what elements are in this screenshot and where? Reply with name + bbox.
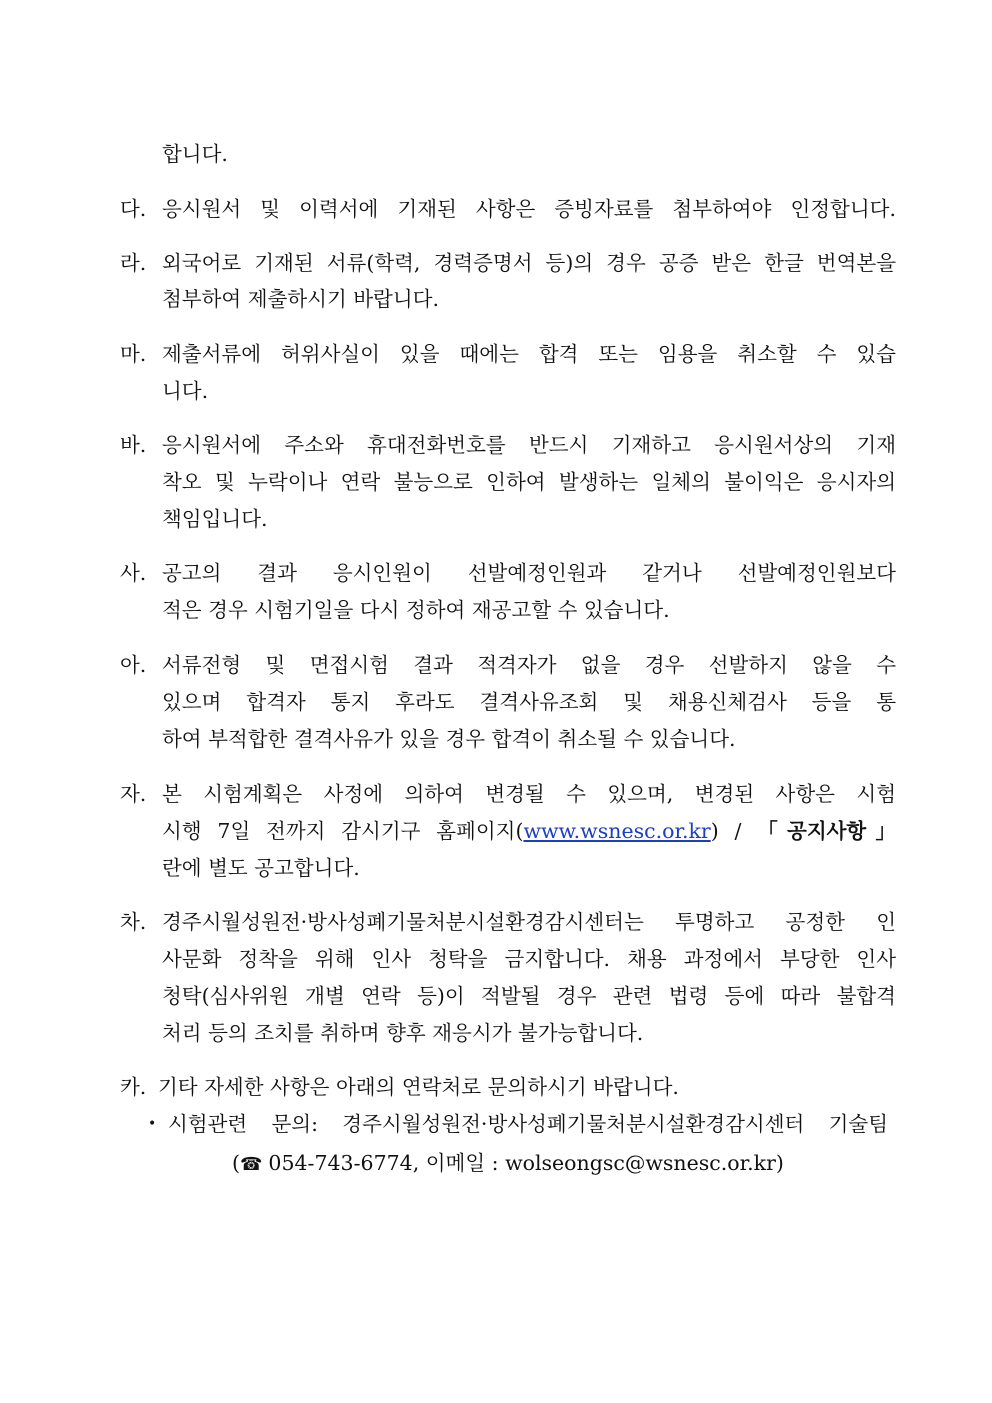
homepage-link[interactable]: www.wsnesc.or.kr	[523, 819, 711, 843]
item-label-cha: 차.	[120, 910, 147, 934]
item-cha-line-4: 처리 등의 조치를 취하며 향후 재응시가 불가능합니다.	[162, 1021, 644, 1045]
item-ra-line-2: 첨부하여 제출하시기 바랍니다.	[162, 287, 439, 311]
item-ja-line-1: 본 시험계획은 사정에 의하여 변경될 수 있으며, 변경된 사항은 시험	[162, 782, 896, 806]
item-ka-line-1: 기타 자세한 사항은 아래의 연락처로 문의하시기 바랍니다.	[158, 1075, 679, 1099]
contact-bullet: •	[148, 1116, 157, 1132]
item-sa-line-2: 적은 경우 시험기일을 다시 정하여 재공고할 수 있습니다.	[162, 598, 670, 622]
item-label-ka: 카.	[120, 1075, 147, 1099]
item-label-a: 아.	[120, 653, 147, 677]
notice-board-label: 공지사항	[787, 819, 867, 843]
contact-detail-line	[232, 1153, 784, 1174]
item-ba-line-2: 착오 및 누락이나 연락 불능으로 인하여 발생하는 일체의 불이익은 응시자의	[162, 470, 896, 494]
item-ja-line-2	[162, 821, 896, 842]
item-cha-line-1: 경주시월성원전·방사성폐기물처분시설환경감시센터는 투명하고 공정한 인	[162, 910, 896, 934]
item-ba-line-3: 책임입니다.	[162, 507, 268, 531]
item-label-da: 다.	[120, 197, 147, 221]
contact-close-paren: )	[775, 1151, 784, 1175]
item-da-line-1: 응시원서 및 이력서에 기재된 사항은 증빙자료를 첨부하여야 인정합니다.	[162, 197, 896, 221]
item-ma-line-1: 제출서류에 허위사실이 있을 때에는 합격 또는 임용을 취소할 수 있습	[162, 342, 896, 366]
item-ja-line-3: 란에 별도 공고합니다.	[162, 856, 360, 880]
contact-detail: 054-743-6774, 이메일 : wolseongsc@wsnesc.or.kr	[268, 1151, 776, 1175]
contact-open-paren: (	[232, 1151, 240, 1175]
item-a-line-3: 하여 부적합한 결격사유가 있을 경우 합격이 취소될 수 있습니다.	[162, 727, 736, 751]
item-ja-line-2-prefix: 시행 7일 전까지 감시기구 홈페이지(	[162, 819, 524, 843]
item-ma-line-2: 니다.	[162, 379, 209, 403]
item-label-ra: 라.	[120, 251, 147, 275]
item-cha-line-2: 사문화 정착을 위해 인사 청탁을 금지합니다. 채용 과정에서 부당한 인사	[162, 947, 896, 971]
item-label-ba: 바.	[120, 433, 147, 457]
contact-text: 시험관련 문의: 경주시월성원전·방사성폐기물처분시설환경감시센터 기술팀	[168, 1112, 888, 1136]
notice-board-open: 「	[757, 819, 788, 843]
item-a-line-1: 서류전형 및 면접시험 결과 적격자가 없을 경우 선발하지 않을 수	[162, 653, 896, 677]
notice-board-close: 」	[866, 819, 897, 843]
item-label-ma: 마.	[120, 342, 147, 366]
item-label-ja: 자.	[120, 782, 147, 806]
phone-icon: ☎	[240, 1154, 263, 1175]
continuation-text: 합니다.	[162, 142, 228, 166]
item-ja-line-2-mid: ) /	[710, 819, 758, 843]
item-sa-line-1: 공고의 결과 응시인원이 선발예정인원과 같거나 선발예정인원보다	[162, 561, 896, 585]
item-label-sa: 사.	[120, 561, 147, 585]
item-ra-line-1: 외국어로 기재된 서류(학력, 경력증명서 등)의 경우 공증 받은 한글 번역본을	[162, 251, 896, 275]
item-ba-line-1: 응시원서에 주소와 휴대전화번호를 반드시 기재하고 응시원서상의 기재	[162, 433, 896, 457]
item-cha-line-3: 청탁(심사위원 개별 연락 등)이 적발될 경우 관련 법령 등에 따라 불합격	[162, 984, 896, 1008]
item-a-line-2: 있으며 합격자 통지 후라도 결격사유조회 및 채용신체검사 등을 통	[162, 690, 896, 714]
